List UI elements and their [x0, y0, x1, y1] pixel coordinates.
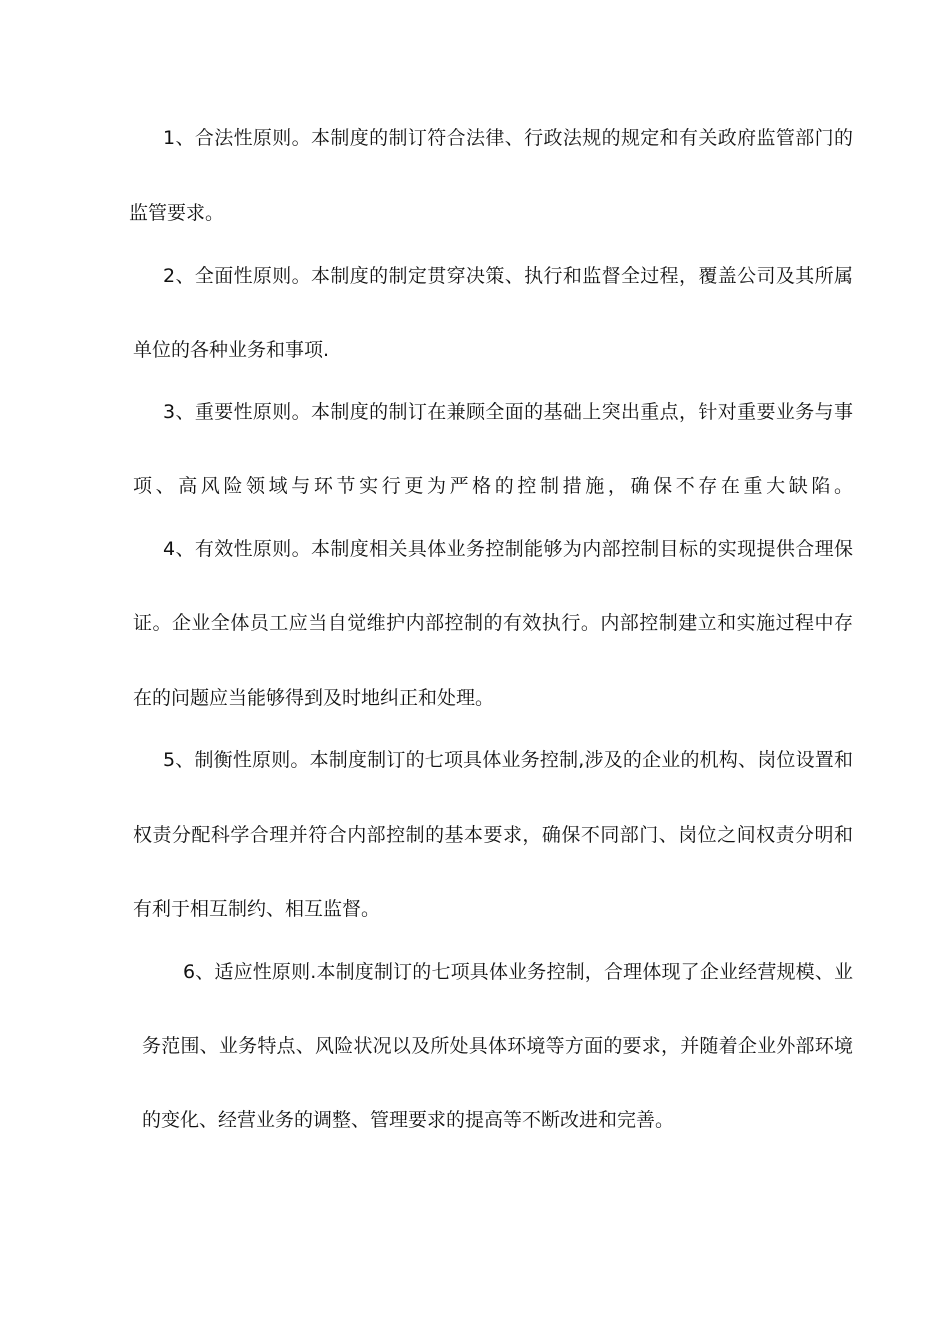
text-line: 监管要求。 — [129, 202, 225, 224]
text-line: 项、高风险领域与环节实行更为严格的控制措施，确保不存在重大缺陷。 — [133, 475, 857, 497]
text-line: 1、合法性原则。本制度的制订符合法律、行政法规的规定和有关政府监管部门的 — [163, 127, 854, 149]
text-line: 有利于相互制约、相互监督。 — [133, 898, 381, 920]
text-line: 6、适应性原则.本制度制订的七项具体业务控制，合理体现了企业经营规模、业 — [183, 961, 854, 983]
text-line: 单位的各种业务和事项. — [133, 339, 330, 361]
text-line: 4、有效性原则。本制度相关具体业务控制能够为内部控制目标的实现提供合理保 — [163, 538, 854, 560]
text-line: 务范围、业务特点、风险状况以及所处具体环境等方面的要求，并随着企业外部环境 — [142, 1035, 854, 1057]
text-line: 3、重要性原则。本制度的制订在兼顾全面的基础上突出重点，针对重要业务与事 — [163, 401, 854, 423]
text-line: 的变化、经营业务的调整、管理要求的提高等不断改进和完善。 — [142, 1109, 675, 1131]
text-line: 证。企业全体员工应当自觉维护内部控制的有效执行。内部控制建立和实施过程中存 — [133, 612, 854, 634]
text-line: 权责分配科学合理并符合内部控制的基本要求，确保不同部门、岗位之间权责分明和 — [133, 824, 854, 846]
text-line: 5、制衡性原则。本制度制订的七项具体业务控制,涉及的企业的机构、岗位设置和 — [163, 749, 854, 771]
text-line: 在的问题应当能够得到及时地纠正和处理。 — [133, 687, 495, 709]
text-line: 2、全面性原则。本制度的制定贯穿决策、执行和监督全过程，覆盖公司及其所属 — [163, 265, 854, 287]
